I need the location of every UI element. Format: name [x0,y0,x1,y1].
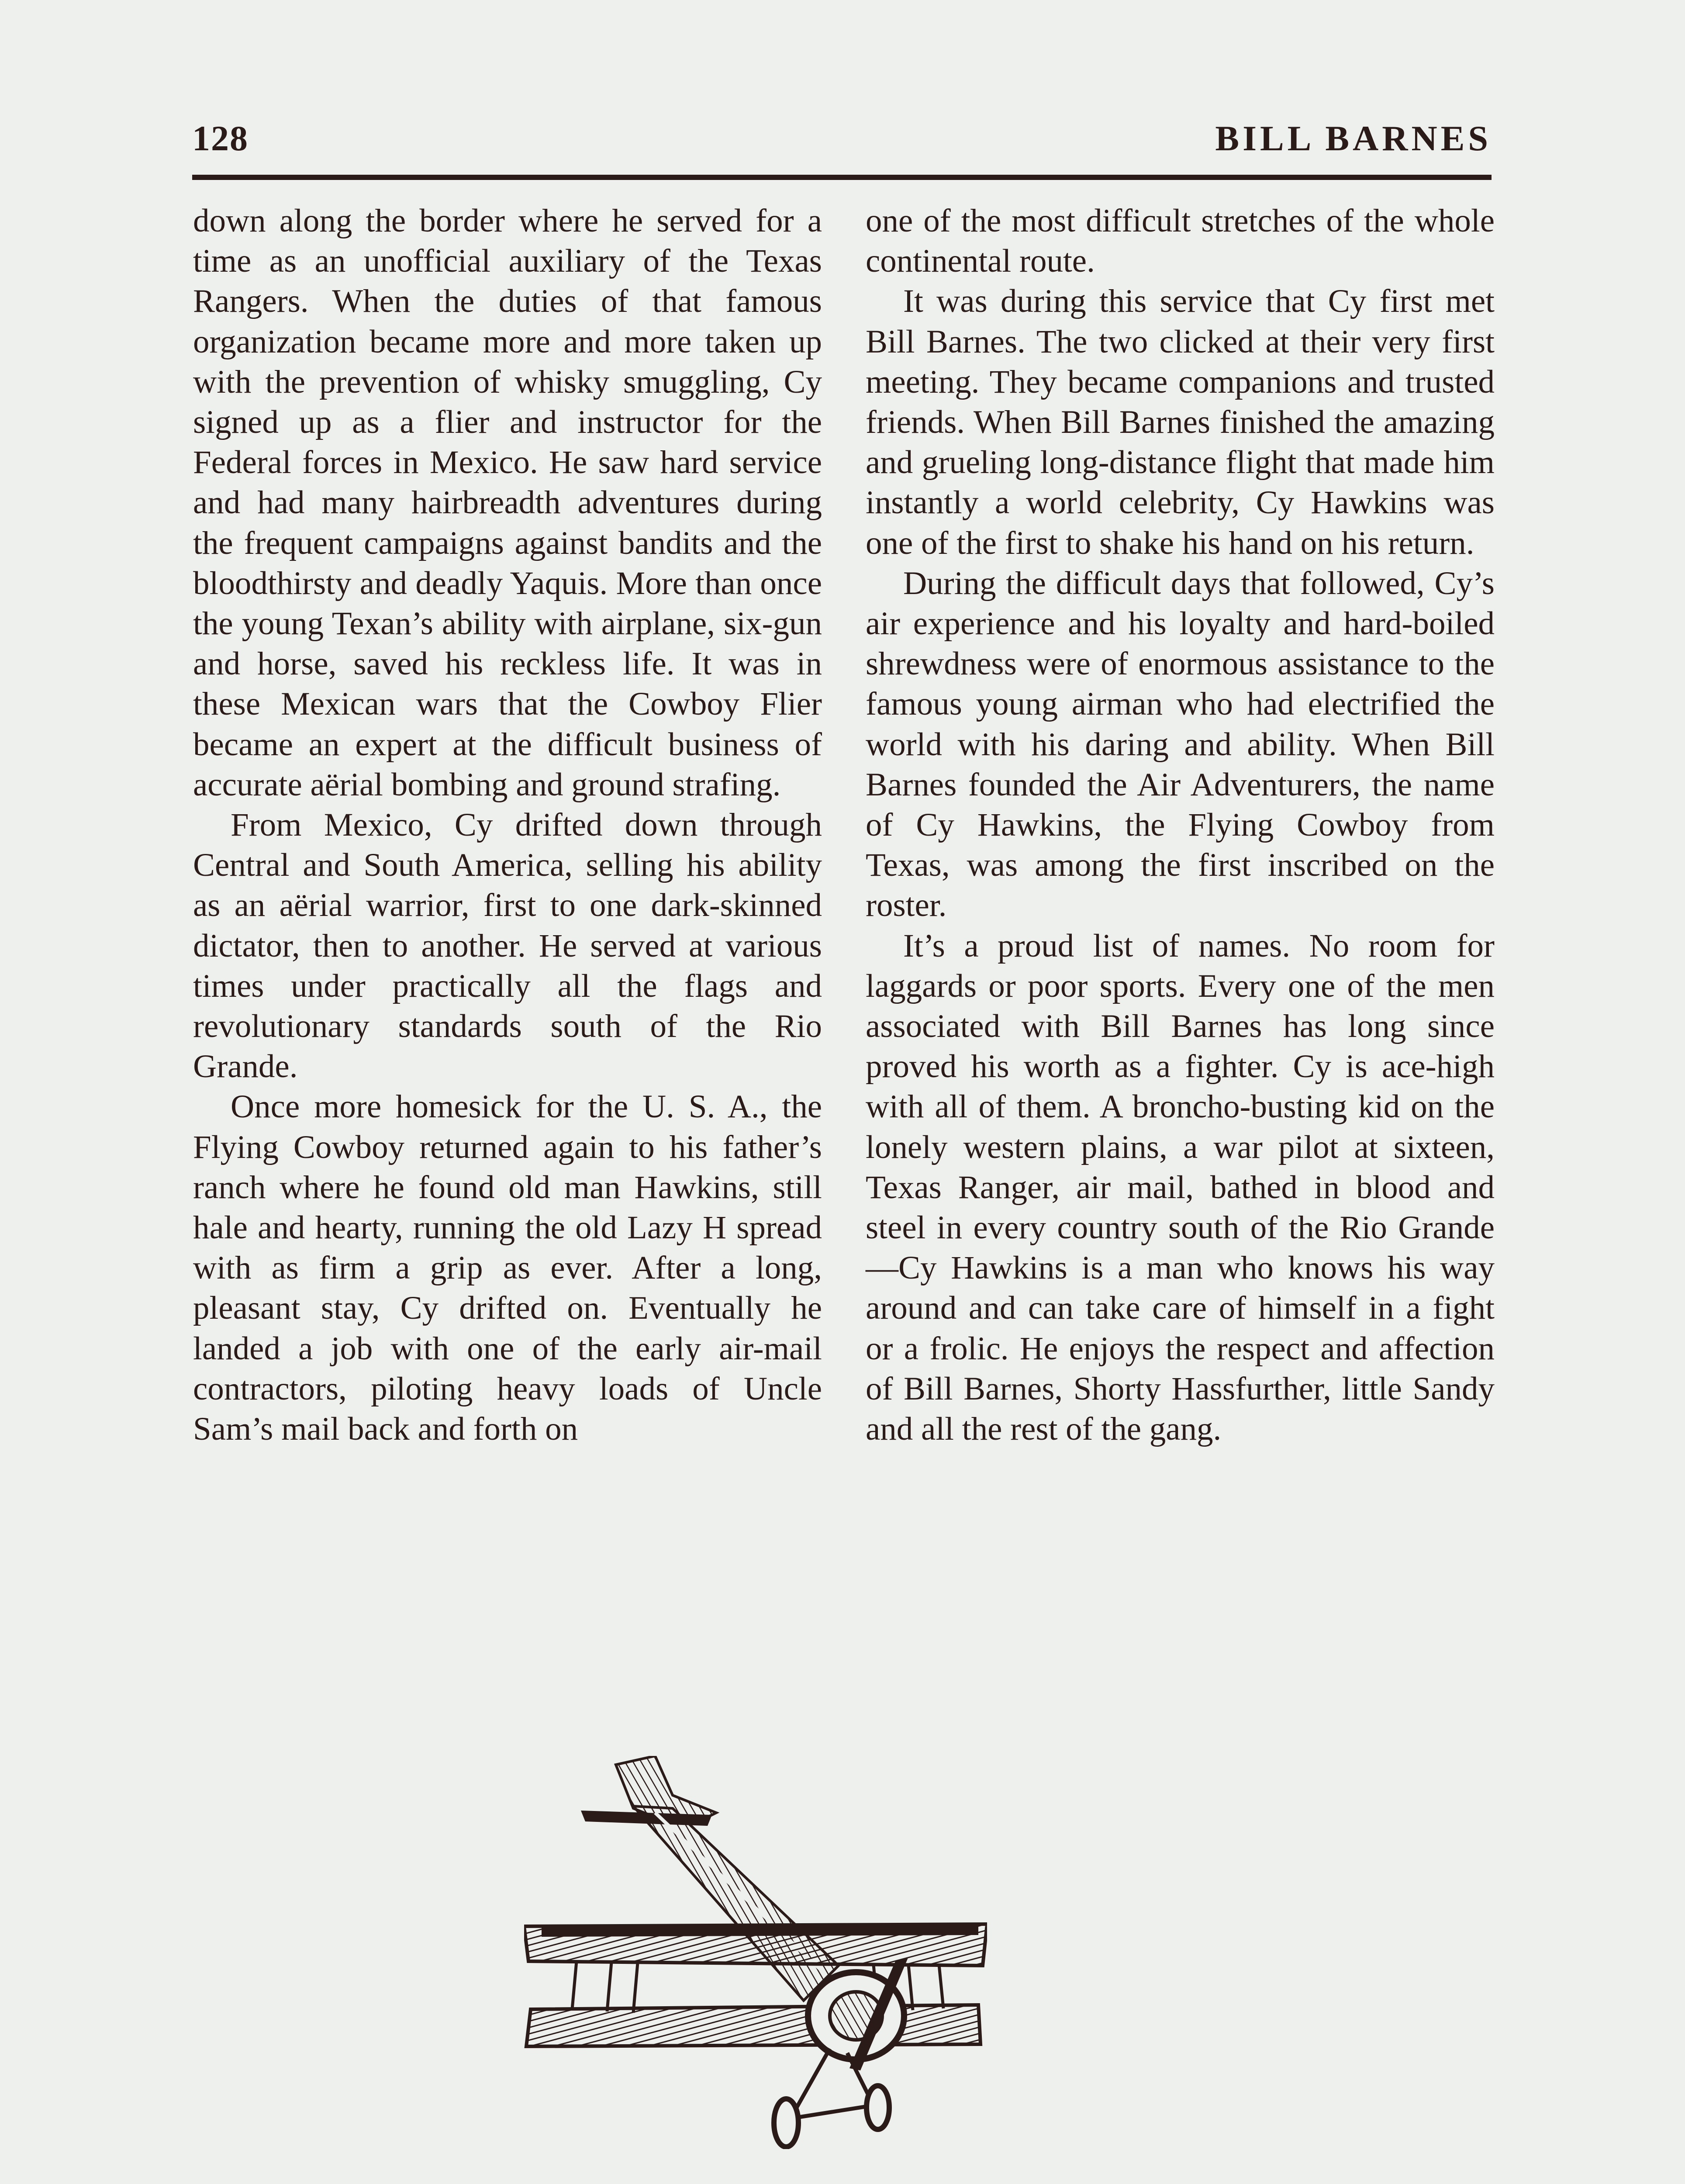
right-column [866,201,1495,1655]
biplane-icon [524,1756,987,2149]
page-number: 128 [192,118,249,158]
paragraph: From Mexico, Cy drifted down through Central and South America, selling his ability as an aërial warrior, first to one dark-skinned dictator, then to another. He served at various times under practically all the flags and revolutionary standards south of the Rio Grande. [193,807,822,1085]
paragraph: down along the border where he served for a time as an unofficial auxiliary of the Texas Rangers. When the duties of that famous organization became more and more taken up with the prevention of whisky smuggling, Cy signed up as a flier and instructor for the Federal forces in Mexico. He saw hard service and had many hairbreadth adventures during the frequent campaigns against bandits and the bloodthirsty and deadly Yaquis. More than once the young Texan’s ability with airplane, six-gun and horse, saved his reckless life. It was in these Mexican wars that the Cowboy Flier became an expert at the difficult business of accurate aërial bombing and ground strafing. [193,203,822,803]
paragraph: It’s a proud list of names. No room for laggards or poor sports. Every one of the men associated with Bill Barnes has long since proved his worth as a fighter. Cy is ace-high with all of them. A broncho-busting kid on the lonely western plains, a war pilot at sixteen, Texas Ranger, air mail, bathed in blood and steel in every country south of the Rio Grande—Cy Hawkins is a man who knows his way around and can take care of himself in a fight or a frolic. He enjoys the respect and affection of Bill Barnes, Shorty Hassfurther, little Sandy and all the rest of the gang. [866,927,1495,1448]
page-header [192,109,1492,180]
left-column [193,201,822,1655]
paragraph: Once more homesick for the U. S. A., the Flying Cowboy returned again to his father’s ranch where he found old man Hawkins, still hale and hearty, running the old Lazy H spread with as firm a grip as ever. After a long, pleasant stay, Cy drifted on. Eventually he landed a job with one of the early air-mail contractors, piloting heavy loads of Uncle Sam’s mail back and forth on [193,1089,822,1448]
biplane-illustration [524,1756,987,2149]
paragraph: one of the most difficult stretches of the whole continental route. [866,203,1495,280]
paragraph: During the difficult days that followed, Cy’s air experience and his loyalty and hard-boiled shrewdness were of enormous assistance to the famous young airman who had electrified the world with his daring and ability. When Bill Barnes founded the Air Adventurers, the name of Cy Hawkins, the Flying Cowboy from Texas, was among the first inscribed on the roster. [866,565,1495,924]
paragraph: It was during this service that Cy first met Bill Barnes. The two clicked at their very first meeting. They became companions and trusted friends. When Bill Barnes finished the amazing and grueling long-distance flight that made him instantly a world celebrity, Cy Hawkins was one of the first to shake his hand on his return. [866,283,1495,561]
running-head: BILL BARNES [1215,118,1492,158]
